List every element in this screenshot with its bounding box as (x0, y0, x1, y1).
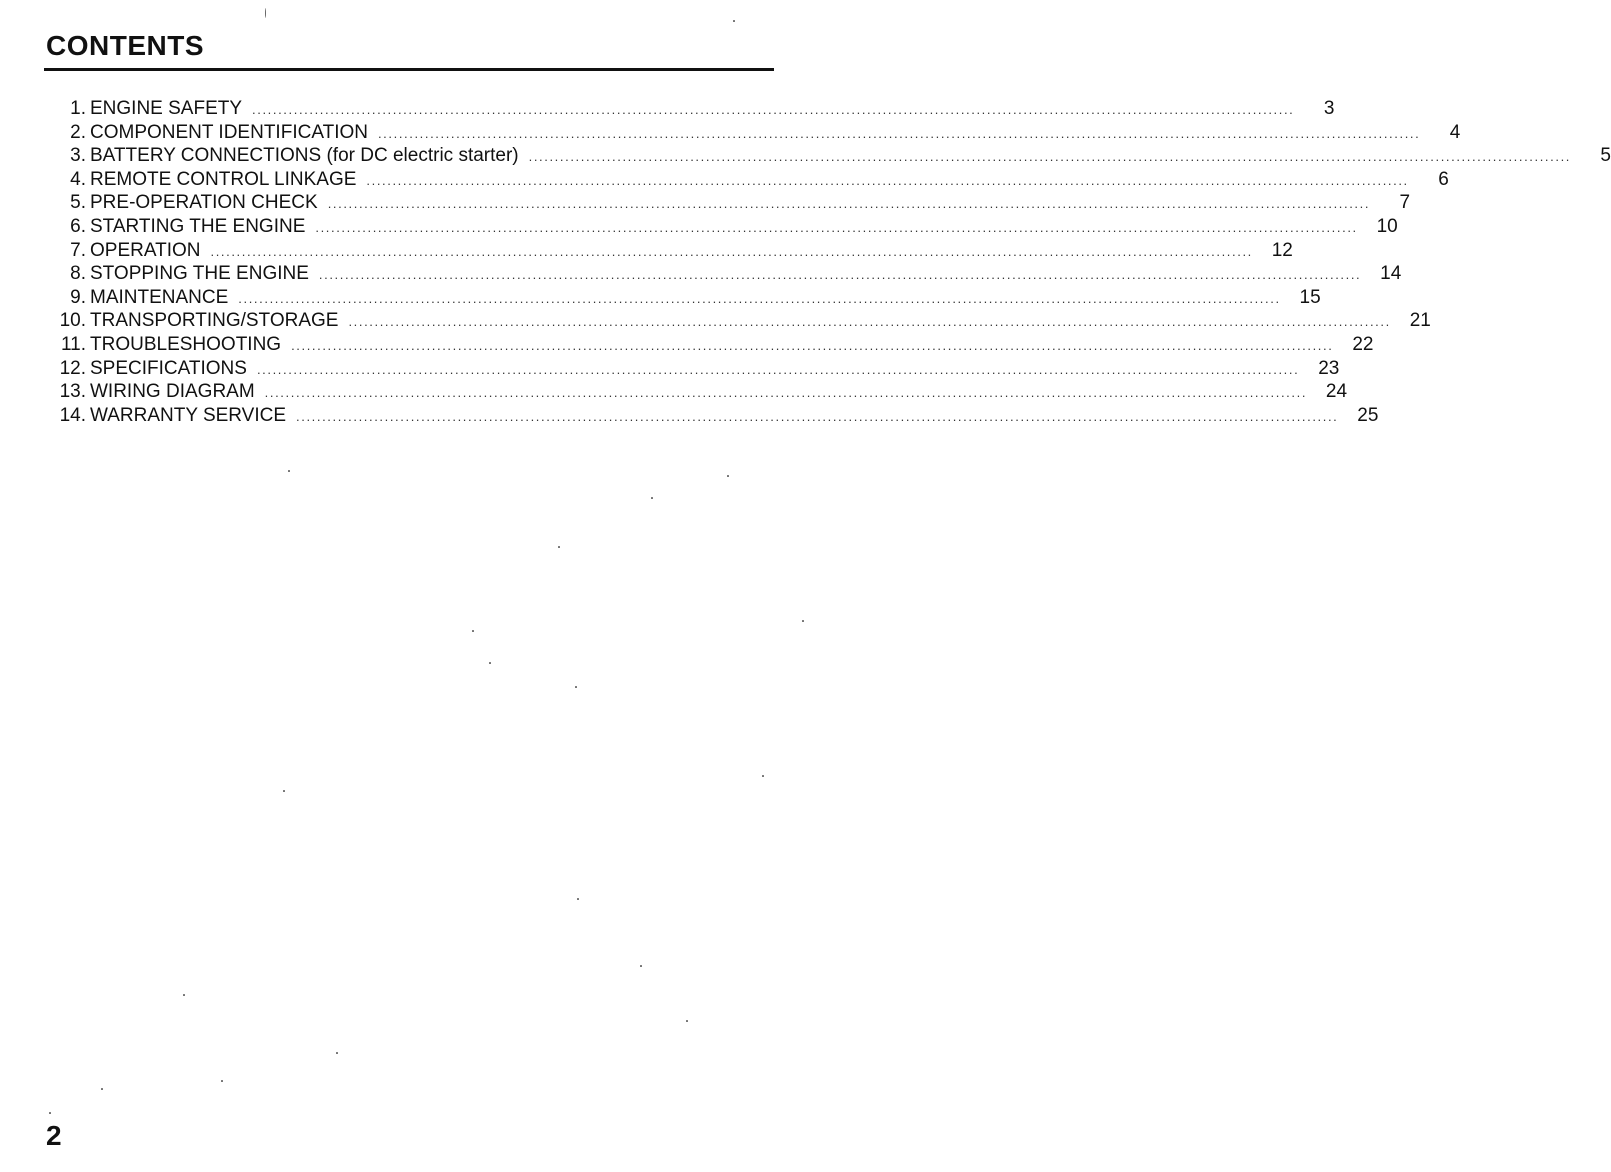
toc-entry-number: 12. (59, 357, 86, 379)
dot-leader: ........................................................................................................................................................................................................ (348, 314, 1391, 330)
scan-speck (101, 1088, 103, 1090)
dot-leader: ........................................................................................................................................................................................................ (256, 361, 1300, 377)
toc-entry-number: 14. (59, 404, 86, 426)
toc-entry[interactable] (44, 168, 1449, 192)
scan-speck (802, 620, 804, 622)
scan-speck (288, 470, 290, 472)
toc-entry-number: 13. (59, 381, 86, 403)
toc-entry-number: 10. (59, 310, 86, 332)
page-title: CONTENTS (46, 30, 204, 61)
dot-leader: ........................................................................................................................................................................................................ (315, 219, 1358, 235)
toc-entry-label: TROUBLESHOOTING (90, 333, 282, 355)
scan-speck (49, 1112, 51, 1114)
toc-entry-label: OPERATION (90, 239, 201, 261)
toc-entry-page: 23 (1318, 357, 1340, 379)
toc-entry-label: WIRING DIAGRAM (90, 381, 255, 403)
toc-entry[interactable] (44, 380, 1348, 404)
toc-entry[interactable] (44, 239, 1293, 263)
toc-entry-number: 5. (70, 192, 86, 214)
scan-speck (727, 475, 729, 477)
dot-leader: ........................................................................................................................................................................................................ (318, 267, 1362, 283)
toc-entry-label: TRANSPORTING/STORAGE (90, 310, 339, 332)
scan-speck (472, 630, 474, 632)
dot-leader: ........................................................................................................................................................................................................ (366, 172, 1409, 188)
toc-entry-page: 12 (1271, 239, 1293, 261)
toc-entry-number: 2. (70, 121, 86, 143)
dot-leader: ........................................................................................................................................................................................................ (291, 337, 1334, 353)
page-number: 2 (46, 1120, 62, 1151)
toc-entry-number: 3. (70, 145, 86, 167)
toc-entry[interactable] (44, 191, 1411, 215)
scan-speck (489, 662, 491, 664)
toc-entry-number: 1. (70, 98, 86, 119)
scan-speck (283, 790, 285, 792)
dot-leader: ........................................................................................................................................................................................................ (264, 385, 1308, 401)
toc-entry[interactable] (44, 357, 1340, 381)
toc-entry-page: 25 (1357, 404, 1379, 426)
toc-entry[interactable] (44, 215, 1398, 239)
toc-entry-label: BATTERY CONNECTIONS (for DC electric starter) (90, 145, 519, 167)
dot-leader: ........................................................................................................................................................................................................ (238, 290, 1281, 306)
toc-entry-page: 3 (1323, 98, 1335, 119)
toc-entry-page: 14 (1380, 263, 1402, 285)
dot-leader: ........................................................................................................................................................................................................ (210, 243, 1253, 259)
scan-speck (265, 8, 266, 18)
toc-entry[interactable] (44, 121, 1461, 145)
toc-entry-number: 11. (60, 333, 86, 355)
toc-entry-page: 24 (1325, 381, 1348, 403)
dot-leader: ........................................................................................................................................................................................................ (327, 196, 1371, 212)
toc-entry-number: 4. (70, 168, 86, 190)
toc-entry[interactable] (44, 333, 1374, 357)
scan-speck (221, 1080, 223, 1082)
scan-speck (575, 686, 577, 688)
toc-entry[interactable] (44, 144, 1611, 168)
scan-speck (762, 775, 764, 777)
toc-entry-page: 5 (1600, 145, 1611, 167)
dot-leader: ........................................................................................................................................................................................................ (528, 149, 1571, 165)
toc-entry-label: PRE-OPERATION CHECK (90, 192, 318, 214)
toc-entry-page: 7 (1399, 192, 1411, 214)
toc-entry[interactable] (44, 309, 1431, 333)
scan-speck (577, 898, 579, 900)
toc-entry-label: STARTING THE ENGINE (90, 215, 306, 237)
toc-entry-page: 22 (1352, 333, 1374, 355)
toc-entry-label: COMPONENT IDENTIFICATION (90, 121, 368, 143)
dot-leader: ........................................................................................................................................................................................................ (252, 102, 1295, 117)
scan-speck (336, 1052, 338, 1054)
toc-entry-page: 15 (1299, 286, 1321, 308)
toc-entry-number: 8. (70, 263, 86, 285)
scan-speck (640, 965, 642, 967)
toc-entry[interactable] (44, 404, 1379, 428)
scan-speck (183, 994, 185, 996)
toc-entry-label: WARRANTY SERVICE (90, 404, 287, 426)
toc-entry-page: 4 (1449, 121, 1461, 143)
toc-entry-label: MAINTENANCE (90, 286, 229, 308)
scan-speck (651, 497, 653, 499)
scan-speck (686, 1020, 688, 1022)
toc-entry-label: STOPPING THE ENGINE (90, 263, 309, 285)
toc-entry-number: 9. (70, 286, 86, 308)
toc-entry[interactable] (44, 97, 1335, 121)
toc-entry-label: ENGINE SAFETY (90, 98, 243, 119)
toc-entry-label: REMOTE CONTROL LINKAGE (90, 168, 357, 190)
title-rule (44, 68, 774, 71)
scan-speck (733, 20, 735, 22)
toc-entry-page: 21 (1409, 310, 1431, 332)
toc-entry[interactable] (44, 286, 1321, 310)
toc-entry-page: 10 (1376, 215, 1398, 237)
scan-speck (558, 546, 560, 548)
table-of-contents (44, 97, 1611, 427)
dot-leader: ........................................................................................................................................................................................................ (296, 408, 1339, 424)
toc-entry-number: 6. (70, 215, 86, 237)
toc-entry-page: 6 (1438, 168, 1449, 190)
toc-entry-number: 7. (70, 239, 86, 261)
toc-entry-label: SPECIFICATIONS (90, 357, 247, 379)
dot-leader: ........................................................................................................................................................................................................ (377, 125, 1421, 141)
toc-entry[interactable] (44, 262, 1402, 286)
